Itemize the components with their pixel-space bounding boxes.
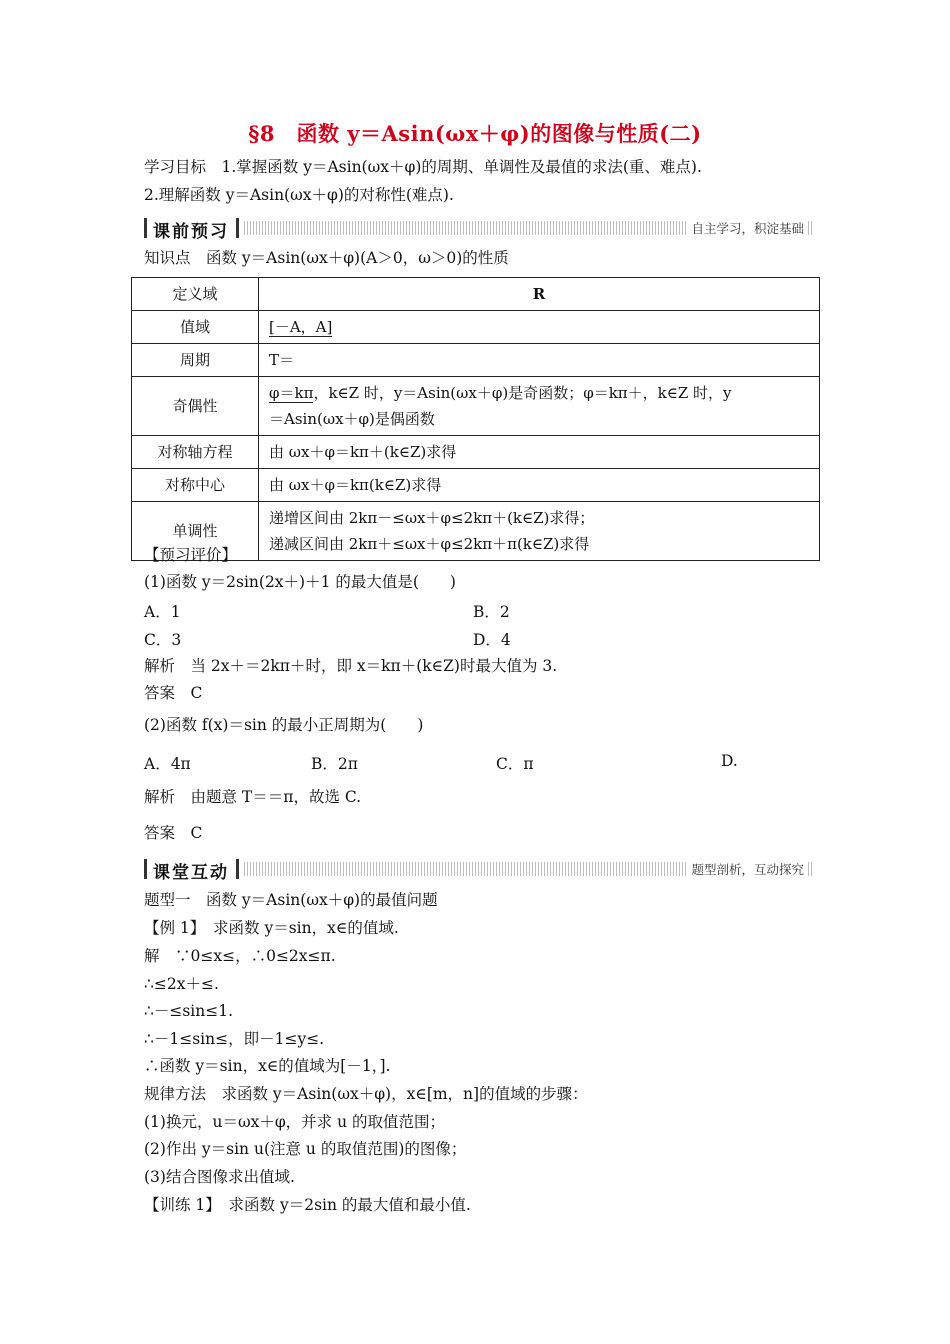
q2-answer: 答案 C	[144, 824, 203, 842]
q2-option-d: D.	[721, 752, 738, 770]
example-1: 【例 1】 求函数 y＝sin，x∈的值域.	[144, 919, 399, 937]
rule-method: 规律方法 求函数 y＝Asin(ωx＋φ)，x∈[m，n]的值域的步骤：	[144, 1085, 588, 1103]
solution-step-1: 解 ∵0≤x≤，∴0≤2x≤π.	[144, 947, 336, 965]
type1-heading: 题型一 函数 y＝Asin(ωx＋φ)的最值问题	[144, 891, 438, 909]
section-banner-interaction	[144, 858, 814, 883]
page-title: §8 函数 y＝Asin(ωx＋φ)的图像与性质(二)	[248, 121, 702, 146]
table-value	[259, 311, 820, 344]
q2-option-a: A．4π	[144, 755, 191, 773]
table-key: 对称中心	[132, 469, 259, 502]
banner-left-bar	[144, 859, 147, 879]
monotonic-increase: 递增区间由 2kπ－≤ωx＋φ≤2kπ＋(k∈Z)求得；	[269, 509, 595, 527]
practice-1: 【训练 1】 求函数 y＝2sin 的最大值和最小值.	[144, 1196, 471, 1214]
banner-mid-bar	[236, 218, 239, 238]
table-value: T＝	[259, 344, 820, 377]
preview-heading: 【预习评价】	[144, 546, 238, 564]
table-key: 值域	[132, 311, 259, 344]
table-row	[132, 311, 820, 344]
question-2: (2)函数 f(x)＝sin 的最小正周期为( )	[144, 716, 424, 734]
parity-text-2: ＝Asin(ωx＋φ)是偶函数	[269, 410, 435, 428]
table-key: 对称轴方程	[132, 436, 259, 469]
table-value	[259, 377, 820, 436]
parity-text: ，k∈Z 时，y＝Asin(ωx＋φ)是奇函数；φ＝kπ＋，k∈Z 时，y	[313, 384, 732, 402]
solution-step-2: ∴≤2x＋≤.	[144, 975, 219, 993]
objective-line-1: 学习目标 1.掌握函数 y＝Asin(ωx＋φ)的周期、单调性及最值的求法(重、难点).	[144, 158, 702, 176]
solution-step-4: ∴－1≤sin≤，即－1≤y≤.	[144, 1030, 325, 1048]
table-key: 单调性	[132, 502, 259, 561]
banner-left-bar	[144, 218, 147, 238]
rule-step-1: (1)换元，u＝ωx＋φ，并求 u 的取值范围；	[144, 1113, 446, 1131]
table-row	[132, 436, 820, 469]
table-key: 奇偶性	[132, 377, 259, 436]
solution-step-3: ∴－≤sin≤1.	[144, 1002, 234, 1020]
table-key: 定义域	[132, 278, 259, 311]
q2-analysis: 解析 由题意 T＝＝π，故选 C.	[144, 788, 362, 806]
q1-analysis: 解析 当 2x＋＝2kπ＋时，即 x＝kπ＋(k∈Z)时最大值为 3.	[144, 657, 558, 675]
table-value	[259, 502, 820, 561]
q2-option-b: B．2π	[311, 755, 358, 773]
rule-step-3: (3)结合图像求出值域.	[144, 1168, 295, 1186]
banner-tag: 自主学习，积淀基础	[687, 219, 808, 237]
question-1: (1)函数 y＝2sin(2x＋)＋1 的最大值是( )	[144, 573, 456, 591]
q2-option-c: C．π	[496, 755, 534, 773]
rule-step-2: (2)作出 y＝sin u(注意 u 的取值范围)的图像；	[144, 1140, 467, 1158]
q1-option-c: C．3	[144, 631, 182, 649]
table-key: 周期	[132, 344, 259, 377]
objective-line-2: 2.理解函数 y＝Asin(ωx＋φ)的对称性(难点).	[144, 186, 454, 204]
banner-tag: 题型剖析，互动探究	[687, 860, 808, 878]
banner-mid-bar	[236, 859, 239, 879]
table-row	[132, 278, 820, 311]
q1-option-a: A．1	[144, 603, 181, 621]
banner-label: 课前预习	[153, 222, 229, 242]
q1-option-b: B．2	[473, 603, 510, 621]
knowledge-point: 知识点 函数 y＝Asin(ωx＋φ)(A＞0，ω＞0)的性质	[144, 249, 509, 267]
blank-answer: [－A，A]	[269, 318, 333, 336]
banner-label: 课堂互动	[153, 863, 229, 883]
table-value: R	[259, 278, 820, 311]
table-value: 由 ωx＋φ＝kπ(k∈Z)求得	[259, 469, 820, 502]
blank-answer: φ＝kπ	[269, 384, 314, 402]
q1-answer: 答案 C	[144, 684, 203, 702]
table-row	[132, 377, 820, 436]
properties-table	[131, 277, 820, 561]
table-row	[132, 469, 820, 502]
q1-option-d: D．4	[473, 631, 511, 649]
table-row	[132, 344, 820, 377]
table-value: 由 ωx＋φ＝kπ＋(k∈Z)求得	[259, 436, 820, 469]
solution-step-5: ∴函数 y＝sin，x∈的值域为[－1，].	[144, 1057, 391, 1075]
monotonic-decrease: 递减区间由 2kπ＋≤ωx＋φ≤2kπ＋π(k∈Z)求得	[269, 535, 590, 553]
section-banner-preview	[144, 217, 814, 242]
